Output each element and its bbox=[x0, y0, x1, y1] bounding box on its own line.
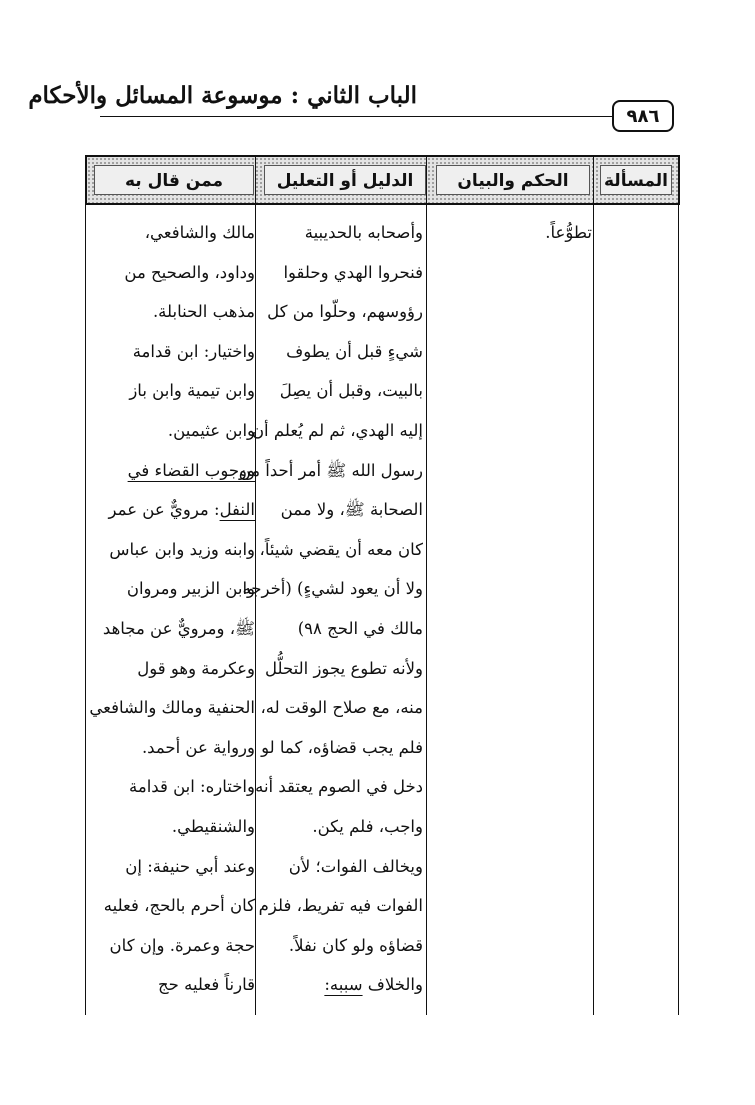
evidence-text: والخلاف bbox=[362, 975, 423, 995]
column-header-issue: المسألة bbox=[600, 165, 672, 195]
scholars-line: واختيار: ابن قدامة bbox=[132, 341, 255, 361]
evidence-line: بالبيت، وقبل أن يصِلَ bbox=[279, 381, 423, 401]
scholars-line: مذهب الحنابلة. bbox=[152, 302, 255, 322]
evidence-line: إليه الهدي، ثم لم يُعلم أن bbox=[251, 420, 423, 440]
scholars-line: وابن تيمية وابن باز bbox=[129, 381, 255, 401]
scholars-line bbox=[90, 451, 255, 491]
table-header bbox=[85, 155, 680, 205]
table-border-left bbox=[85, 155, 86, 1015]
scholars-line bbox=[90, 490, 255, 530]
evidence-line: واجب، فلم يكن. bbox=[312, 816, 423, 836]
scholars-line: وعكرمة وهو قول bbox=[137, 658, 255, 678]
evidence-line: شيءٍ قبل أن يطوف bbox=[286, 341, 423, 361]
evidence-line: رؤوسهم، وحلّوا من كل bbox=[267, 302, 423, 322]
underlined-heading: النفل bbox=[219, 500, 255, 520]
evidence-line: قضاؤه ولو كان نفلاً. bbox=[288, 935, 423, 955]
scholars-line: ﷺ، ومرويٌّ عن مجاهد bbox=[102, 618, 255, 638]
scholars-line: قارناً فعليه حج bbox=[158, 975, 255, 995]
chapter-title: الباب الثاني : موسوعة المسائل والأحكام bbox=[28, 82, 417, 109]
evidence-line: دخل في الصوم يعتقد أنه bbox=[255, 777, 423, 797]
column-divider bbox=[593, 155, 594, 1015]
column-header-scholars: ممن قال به bbox=[94, 165, 254, 195]
evidence-line: مالك في الحج ٩٨) bbox=[297, 618, 423, 638]
scholars-line: مالك والشافعي، bbox=[144, 223, 255, 242]
scholars-line: وابن عثيمين. bbox=[167, 420, 255, 440]
evidence-line: الصحابة ﷺ، ولا ممن bbox=[280, 500, 423, 520]
scholars-line: ورواية عن أحمد. bbox=[141, 737, 255, 757]
rulings-table bbox=[85, 155, 680, 1015]
scholars-column bbox=[90, 213, 255, 1005]
underlined-heading: ووجوب القضاء في bbox=[127, 460, 255, 480]
ruling-line: تطوُّعاً. bbox=[545, 223, 592, 242]
page-number: ٩٨٦ bbox=[612, 100, 674, 132]
scholars-line: واختاره: ابن قدامة bbox=[129, 777, 255, 797]
evidence-line bbox=[253, 965, 423, 1005]
evidence-line: ولأنه تطوع يجوز التحلُّل bbox=[265, 658, 423, 678]
evidence-line: فنحروا الهدي وحلقوا bbox=[283, 262, 423, 282]
scholars-line: وابن الزبير ومروان bbox=[126, 579, 255, 599]
scholars-line: كان أحرم بالحج، فعليه bbox=[103, 896, 255, 916]
column-header-evidence: الدليل أو التعليل bbox=[264, 165, 426, 195]
evidence-line: فلم يجب قضاؤه، كما لو bbox=[261, 737, 423, 757]
scholars-line: وعند أبي حنيفة: إن bbox=[125, 856, 255, 876]
scholars-text: : مرويٌّ عن عمر bbox=[108, 500, 220, 520]
header-rule bbox=[100, 116, 612, 117]
evidence-line: وأصحابه بالحديبية bbox=[304, 223, 423, 242]
evidence-line: ولا أن يعود لشيءٍ) (أخرجه bbox=[242, 579, 423, 599]
evidence-line: ويخالف الفوات؛ لأن bbox=[288, 856, 423, 876]
table-border-right bbox=[678, 155, 679, 1015]
column-divider bbox=[426, 155, 427, 1015]
evidence-line: كان معه أن يقضي شيئاً، bbox=[259, 539, 423, 559]
evidence-line: رسول الله ﷺ أمر أحداً من bbox=[238, 460, 423, 480]
page-header bbox=[28, 76, 682, 131]
scholars-line: وابنه وزيد وابن عباس bbox=[109, 539, 255, 559]
column-header-ruling: الحكم والبيان bbox=[436, 165, 590, 195]
evidence-line: الفوات فيه تفريط، فلزم bbox=[258, 896, 423, 916]
scholars-line: الحنفية ومالك والشافعي bbox=[89, 698, 255, 718]
scholars-line: وداود، والصحيح من bbox=[124, 262, 255, 282]
evidence-column bbox=[238, 213, 423, 1005]
ruling-column bbox=[432, 213, 592, 253]
scholars-line: حجة وعمرة. وإن كان bbox=[109, 935, 255, 955]
scholars-line: والشنقيطي. bbox=[171, 816, 255, 836]
underlined-heading: سببه: bbox=[324, 975, 363, 995]
evidence-line: منه، مع صلاح الوقت له، bbox=[260, 698, 423, 718]
